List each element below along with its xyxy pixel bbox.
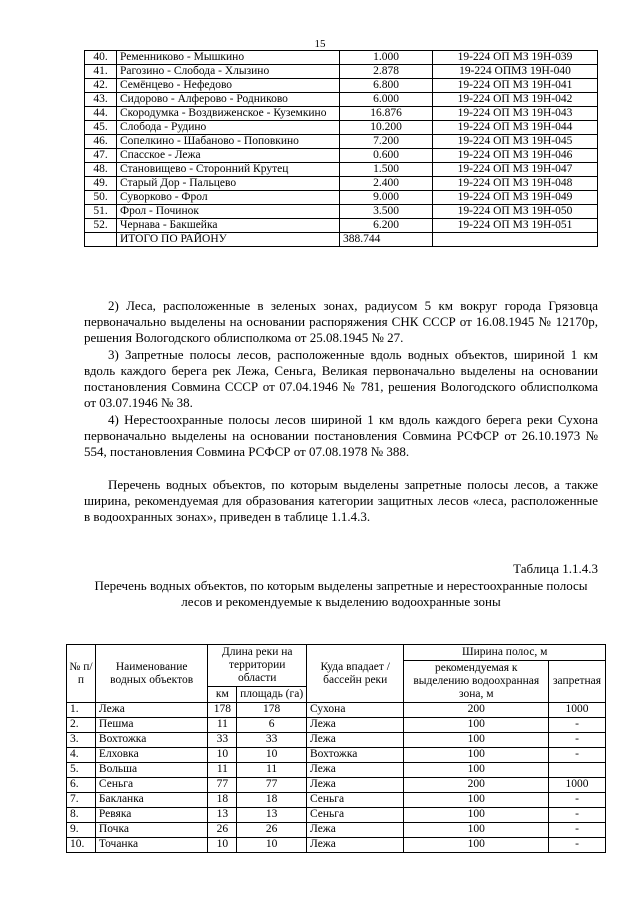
- river-name: Сеньга: [95, 778, 207, 793]
- header-num: № п/п: [67, 645, 96, 703]
- river-area: 18: [237, 793, 307, 808]
- road-name: Чернава - Бакшейка: [117, 219, 340, 233]
- road-name: Скородумка - Воздвиженское - Куземкино: [117, 107, 340, 121]
- table-row: [67, 733, 606, 748]
- river-name: Вольша: [95, 763, 207, 778]
- river-name: Лежа: [95, 703, 207, 718]
- table-title: Перечень водных объектов, по которым выделены запретные и нерестоохранные полосы лесов и рекомендуемые к выделению водоохранные зоны: [94, 578, 588, 609]
- header-area: площадь (га): [237, 687, 307, 703]
- row-number: 46.: [85, 135, 117, 149]
- header-length: Длина реки на территории области: [208, 645, 307, 687]
- road-code: 19-224 ОПМЗ 19Н-040: [433, 65, 598, 79]
- forbidden-width: -: [549, 823, 606, 838]
- river-area: 178: [237, 703, 307, 718]
- table-row: [85, 107, 598, 121]
- row-number: 48.: [85, 163, 117, 177]
- recommended-width: 200: [404, 703, 549, 718]
- river-name: Елховка: [95, 748, 207, 763]
- road-length: 1.000: [340, 51, 433, 65]
- recommended-width: 100: [404, 763, 549, 778]
- river-length-km: 10: [208, 748, 237, 763]
- river-inflow: Лежа: [306, 778, 403, 793]
- road-length: 6.800: [340, 79, 433, 93]
- forbidden-width: 1000: [549, 703, 606, 718]
- road-length: 6.200: [340, 219, 433, 233]
- table-row: [85, 219, 598, 233]
- recommended-width: 100: [404, 823, 549, 838]
- total-value: 388.744: [340, 233, 433, 247]
- table-row: [85, 205, 598, 219]
- river-length-km: 33: [208, 733, 237, 748]
- row-number: 40.: [85, 51, 117, 65]
- river-length-km: 11: [208, 763, 237, 778]
- table-row: [85, 163, 598, 177]
- forbidden-width: 1000: [549, 778, 606, 793]
- header-inflow: Куда впадает / бассейн реки: [306, 645, 403, 703]
- recommended-width: 100: [404, 733, 549, 748]
- river-length-km: 10: [208, 838, 237, 853]
- road-length: 16.876: [340, 107, 433, 121]
- table-row: [67, 718, 606, 733]
- table-row: [85, 51, 598, 65]
- river-inflow: Сухона: [306, 703, 403, 718]
- table-row: [67, 778, 606, 793]
- table-row: [67, 838, 606, 853]
- recommended-width: 100: [404, 718, 549, 733]
- table-row: [85, 135, 598, 149]
- river-name: Ревяка: [95, 808, 207, 823]
- river-inflow: Лежа: [306, 823, 403, 838]
- header-recommended: рекомендуемая к выделению водоохранная зона, м: [404, 661, 549, 703]
- table-row: [85, 149, 598, 163]
- road-name: Рагозино - Слобода - Хлызино: [117, 65, 340, 79]
- road-length: 0.600: [340, 149, 433, 163]
- road-code: 19-224 ОП МЗ 19Н-047: [433, 163, 598, 177]
- river-area: 10: [237, 838, 307, 853]
- table-row: [67, 823, 606, 838]
- recommended-width: 200: [404, 778, 549, 793]
- forbidden-width: -: [549, 838, 606, 853]
- forbidden-width: -: [549, 793, 606, 808]
- river-area: 77: [237, 778, 307, 793]
- road-code: 19-224 ОП МЗ 19Н-044: [433, 121, 598, 135]
- river-number: 6.: [67, 778, 96, 793]
- road-code: 19-224 ОП МЗ 19Н-048: [433, 177, 598, 191]
- river-length-km: 18: [208, 793, 237, 808]
- total-row: [85, 233, 598, 247]
- table-row: [85, 177, 598, 191]
- road-code: 19-224 ОП МЗ 19Н-050: [433, 205, 598, 219]
- river-length-km: 26: [208, 823, 237, 838]
- river-name: Почка: [95, 823, 207, 838]
- road-length: 2.400: [340, 177, 433, 191]
- recommended-width: 100: [404, 748, 549, 763]
- road-code: 19-224 ОП МЗ 19Н-046: [433, 149, 598, 163]
- row-number: 47.: [85, 149, 117, 163]
- table-row: [85, 65, 598, 79]
- paragraph-water-objects-list: Перечень водных объектов, по которым выделены запретные полосы лесов, а также ширина, рекомендуемая для образования категории защитных лесов «леса, расположенные в водоохранных зонах», приведен в таблице 1.1.4.3.: [84, 477, 598, 524]
- road-length: 6.000: [340, 93, 433, 107]
- row-number: 41.: [85, 65, 117, 79]
- river-name: Точанка: [95, 838, 207, 853]
- paragraph-forbidden-strips: 3) Запретные полосы лесов, расположенные вдоль водных объектов, шириной 1 км вдоль каждого берега рек Лежа, Сеньга, Великая первоначально выделены на основании постановления Совмина СССР от 07.04.1946 № 781, решения Вологодского облисполкома от 03.07.1946 № 38.: [84, 347, 598, 410]
- forbidden-width: -: [549, 733, 606, 748]
- row-number: 43.: [85, 93, 117, 107]
- river-inflow: Лежа: [306, 763, 403, 778]
- river-number: 9.: [67, 823, 96, 838]
- river-inflow: Лежа: [306, 733, 403, 748]
- road-name: Ременниково - Мышкино: [117, 51, 340, 65]
- river-inflow: Сеньга: [306, 808, 403, 823]
- roads-table: [84, 50, 598, 247]
- header-forbidden: запретная: [549, 661, 606, 703]
- river-length-km: 11: [208, 718, 237, 733]
- row-number: 52.: [85, 219, 117, 233]
- river-length-km: 77: [208, 778, 237, 793]
- river-number: 1.: [67, 703, 96, 718]
- header-width: Ширина полос, м: [404, 645, 606, 661]
- river-area: 33: [237, 733, 307, 748]
- river-name: Бакланка: [95, 793, 207, 808]
- recommended-width: 100: [404, 793, 549, 808]
- river-name: Пешма: [95, 718, 207, 733]
- recommended-width: 100: [404, 808, 549, 823]
- road-code: 19-224 ОП МЗ 19Н-051: [433, 219, 598, 233]
- river-inflow: Лежа: [306, 838, 403, 853]
- table-row: [85, 79, 598, 93]
- river-inflow: Вохтожка: [306, 748, 403, 763]
- row-number: 50.: [85, 191, 117, 205]
- total-empty-cell: [433, 233, 598, 247]
- forbidden-width: -: [549, 808, 606, 823]
- river-number: 5.: [67, 763, 96, 778]
- river-area: 11: [237, 763, 307, 778]
- table-row: [67, 748, 606, 763]
- road-name: Сидорово - Алферово - Родниково: [117, 93, 340, 107]
- forbidden-width: [549, 763, 606, 778]
- table-row: [67, 808, 606, 823]
- row-number: 51.: [85, 205, 117, 219]
- river-number: 4.: [67, 748, 96, 763]
- river-area: 10: [237, 748, 307, 763]
- road-code: 19-224 ОП МЗ 19Н-043: [433, 107, 598, 121]
- road-name: Становищево - Сторонний Крутец: [117, 163, 340, 177]
- total-empty-cell: [85, 233, 117, 247]
- header-km: км: [208, 687, 237, 703]
- paragraph-green-zones: 2) Леса, расположенные в зеленых зонах, радиусом 5 км вокруг города Грязовца первоначально выделены на основании распоряжения СНК СССР от 16.08.1945 № 12170р, решения Вологодского облисполкома от 25.08.1945 № 27.: [84, 298, 598, 345]
- total-label: ИТОГО ПО РАЙОНУ: [117, 233, 340, 247]
- road-length: 9.000: [340, 191, 433, 205]
- page-number: 15: [314, 38, 326, 50]
- river-length-km: 13: [208, 808, 237, 823]
- road-code: 19-224 ОП МЗ 19Н-041: [433, 79, 598, 93]
- table-row: [85, 93, 598, 107]
- row-number: 42.: [85, 79, 117, 93]
- row-number: 44.: [85, 107, 117, 121]
- river-area: 13: [237, 808, 307, 823]
- road-length: 7.200: [340, 135, 433, 149]
- table-row: [85, 121, 598, 135]
- recommended-width: 100: [404, 838, 549, 853]
- road-code: 19-224 ОП МЗ 19Н-045: [433, 135, 598, 149]
- river-number: 3.: [67, 733, 96, 748]
- river-length-km: 178: [208, 703, 237, 718]
- road-name: Спасское - Лежа: [117, 149, 340, 163]
- river-name: Вохтожка: [95, 733, 207, 748]
- row-number: 45.: [85, 121, 117, 135]
- row-number: 49.: [85, 177, 117, 191]
- table-row: [67, 763, 606, 778]
- road-length: 2.878: [340, 65, 433, 79]
- road-length: 3.500: [340, 205, 433, 219]
- road-name: Старый Дор - Пальцево: [117, 177, 340, 191]
- river-number: 10.: [67, 838, 96, 853]
- river-inflow: Сеньга: [306, 793, 403, 808]
- river-number: 2.: [67, 718, 96, 733]
- table-row: [67, 703, 606, 718]
- road-length: 10.200: [340, 121, 433, 135]
- table-number: Таблица 1.1.4.3: [513, 561, 598, 576]
- table-row: [85, 191, 598, 205]
- rivers-table: [66, 644, 606, 853]
- road-code: 19-224 ОП МЗ 19Н-042: [433, 93, 598, 107]
- paragraph-spawning-strips: 4) Нерестоохранные полосы лесов шириной 1 км вдоль каждого берега реки Сухона первоначально выделены на основании постановления Совмина РСФСР от 26.10.1973 № 554, постановления Совмина РСФСР от 07.08.1978 № 388.: [84, 412, 598, 459]
- river-number: 8.: [67, 808, 96, 823]
- river-inflow: Лежа: [306, 718, 403, 733]
- road-name: Суворково - Фрол: [117, 191, 340, 205]
- road-name: Фрол - Починок: [117, 205, 340, 219]
- forbidden-width: -: [549, 718, 606, 733]
- river-area: 26: [237, 823, 307, 838]
- road-length: 1.500: [340, 163, 433, 177]
- road-code: 19-224 ОП МЗ 19Н-039: [433, 51, 598, 65]
- river-number: 7.: [67, 793, 96, 808]
- road-name: Семёнцево - Нефедово: [117, 79, 340, 93]
- river-area: 6: [237, 718, 307, 733]
- table-row: [67, 793, 606, 808]
- road-code: 19-224 ОП МЗ 19Н-049: [433, 191, 598, 205]
- header-name: Наименование водных объектов: [95, 645, 207, 703]
- road-name: Слобода - Рудино: [117, 121, 340, 135]
- road-name: Сопелкино - Шабаново - Поповкино: [117, 135, 340, 149]
- forbidden-width: -: [549, 748, 606, 763]
